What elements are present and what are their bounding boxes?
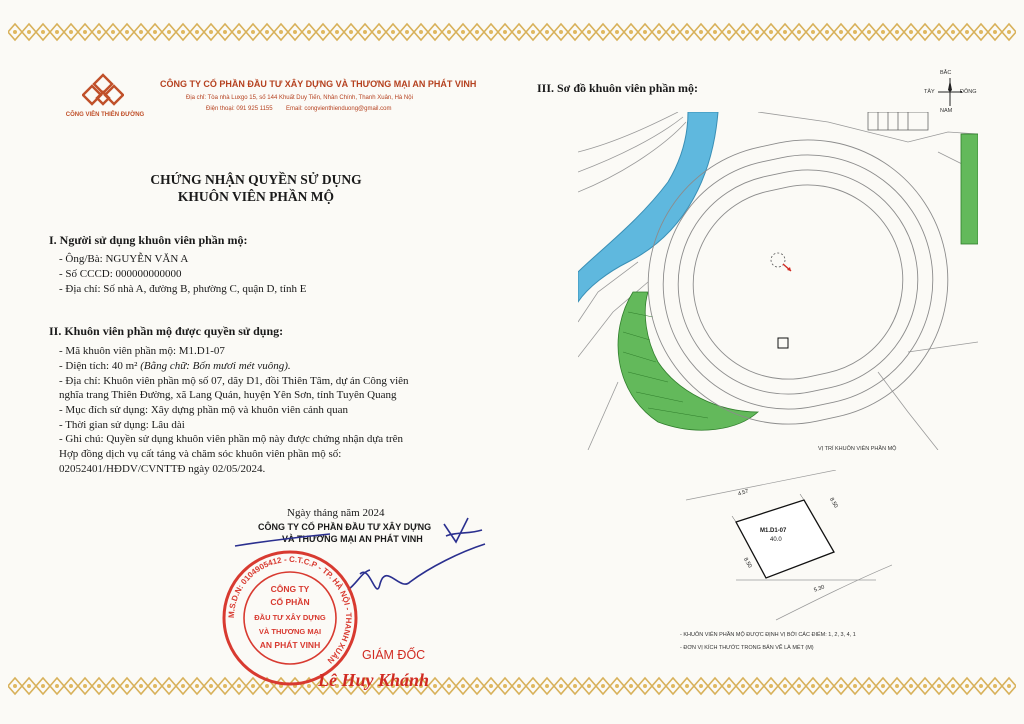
- company-phone: Điện thoại: 091 925 1155: [206, 106, 273, 112]
- plot-address-line2: nghĩa trang Thiên Đường, xã Lang Quán, huyện Yên Sơn, tỉnh Tuyên Quang: [59, 389, 397, 401]
- plot-area-words: (Bằng chữ: Bốn mươi mét vuông).: [140, 360, 291, 372]
- map-heading: III. Sơ đồ khuôn viên phần mộ:: [537, 81, 699, 95]
- stamp-line4: VÀ THƯƠNG MẠI: [258, 627, 322, 636]
- stamp-line5: AN PHÁT VINH: [259, 640, 321, 650]
- owner-name-line: [59, 253, 188, 267]
- plot-area-prefix: - Diện tích: 40 m²: [59, 360, 141, 372]
- green-strip-shape: [961, 134, 978, 244]
- plot-duration-line: - Thời gian sử dụng: Lâu dài: [59, 419, 185, 431]
- plot-address-line1: - Địa chỉ: Khuôn viên phần mộ số 07, dãy D1, đồi Thiên Tâm, dự án Công viên: [59, 375, 409, 387]
- signer-name: Lê Huy Khánh: [318, 670, 430, 690]
- plot-note-line3: 02052401/HĐDV/CVNTTĐ ngày 02/05/2024.: [59, 463, 266, 475]
- dim-right-label: 8.50: [828, 496, 839, 510]
- green-area-shape: [618, 292, 758, 430]
- location-caption: VỊ TRÍ KHUÔN VIÊN PHẦN MỘ: [818, 446, 897, 452]
- plot-purpose-line: - Mục đích sử dụng: Xây dựng phần mộ và khuôn viên cảnh quan: [59, 404, 349, 416]
- signature-company-line2: VÀ THƯƠNG MẠI AN PHÁT VINH: [282, 534, 423, 544]
- plot-code-line: - Mã khuôn viên phần mộ: M1.D1-07: [59, 345, 225, 357]
- compass-north: BẮC: [940, 70, 952, 76]
- compass-south: NAM: [940, 108, 953, 114]
- compass-east: ĐÔNG: [960, 89, 977, 95]
- plot-note-line1: - Ghi chú: Quyền sử dụng khuôn viên phần mộ này được chứng nhận dựa trên: [59, 433, 404, 445]
- owner-name-value: NGUYỄN VĂN A: [105, 253, 189, 265]
- company-logo-icon: [82, 72, 124, 110]
- signature-company-line1: CÔNG TY CỔ PHẦN ĐẦU TƯ XÂY DỰNG: [258, 522, 432, 532]
- owner-address-line: - Địa chỉ: Số nhà A, đường B, phường C, quận D, tỉnh E: [59, 283, 307, 295]
- dim-bottom-label: 5.30: [813, 584, 826, 594]
- stamp-line3: ĐẦU TƯ XÂY DỰNG: [254, 613, 326, 622]
- plot-code-label: M1.D1-07: [760, 528, 787, 534]
- section2-heading: II. Khuôn viên phần mộ được quyền sử dụng:: [49, 324, 284, 338]
- compass-icon: [938, 78, 962, 106]
- owner-name-label: - Ông/Bà:: [59, 253, 106, 265]
- company-seal-icon: [220, 548, 360, 688]
- stamp-line1: CÔNG TY: [270, 584, 310, 594]
- compass-rose: [924, 70, 976, 114]
- stamp-ring-text: M.S.D.N: 0104905412 - C.T.C.P - TP. HÀ NỘI - THANH XUÂN: [226, 554, 354, 666]
- company-email: Email: congvienthienduong@gmail.com: [286, 106, 392, 112]
- stamp-line2: CỔ PHẦN: [270, 597, 310, 607]
- logo-caption: CÔNG VIÊN THIÊN ĐƯỜNG: [65, 112, 145, 118]
- map-legend-line1: - KHUÔN VIÊN PHẦN MỘ ĐƯỢC ĐỊNH VỊ BỞI CÁC ĐIỂM: 1, 2, 3, 4, 1: [680, 632, 856, 638]
- plot-area-line: [59, 360, 291, 374]
- signature-role: GIÁM ĐỐC: [362, 648, 426, 662]
- plot-area-label: 40.0: [770, 537, 782, 543]
- bottom-ornamental-border: [8, 674, 1016, 698]
- compass-west: TÂY: [924, 89, 935, 95]
- section1-heading: I. Người sử dụng khuôn viên phần mộ:: [49, 233, 248, 247]
- map-legend-line2: - ĐƠN VỊ KÍCH THƯỚC TRONG BẢN VẼ LÀ MÉT (M): [680, 645, 814, 651]
- site-plan-map: [578, 112, 978, 450]
- plot-note-line2: Hợp đồng dịch vụ cất táng và chăm sóc khuôn viên phần mộ số:: [59, 448, 342, 460]
- document-title-line2: KHUÔN VIÊN PHẦN MỘ: [177, 189, 335, 204]
- dim-left-label: 8.50: [742, 556, 753, 570]
- document-title-line1: CHỨNG NHẬN QUYỀN SỬ DỤNG: [150, 172, 362, 187]
- company-address: Địa chỉ: Tòa nhà Luxgo 15, số 144 Khuất Duy Tiến, Nhân Chính, Thanh Xuân, Hà Nội: [186, 95, 413, 101]
- signature-date: Ngày tháng năm 2024: [287, 507, 385, 519]
- owner-id-line: - Số CCCD: 000000000000: [59, 268, 182, 280]
- company-name: CÔNG TY CỔ PHẦN ĐẦU TƯ XÂY DỰNG VÀ THƯƠNG MẠI AN PHÁT VINH: [160, 79, 477, 89]
- plot-detail-drawing: [676, 470, 892, 630]
- dim-top-label: 4.57: [737, 488, 750, 498]
- top-ornamental-border: [8, 20, 1016, 44]
